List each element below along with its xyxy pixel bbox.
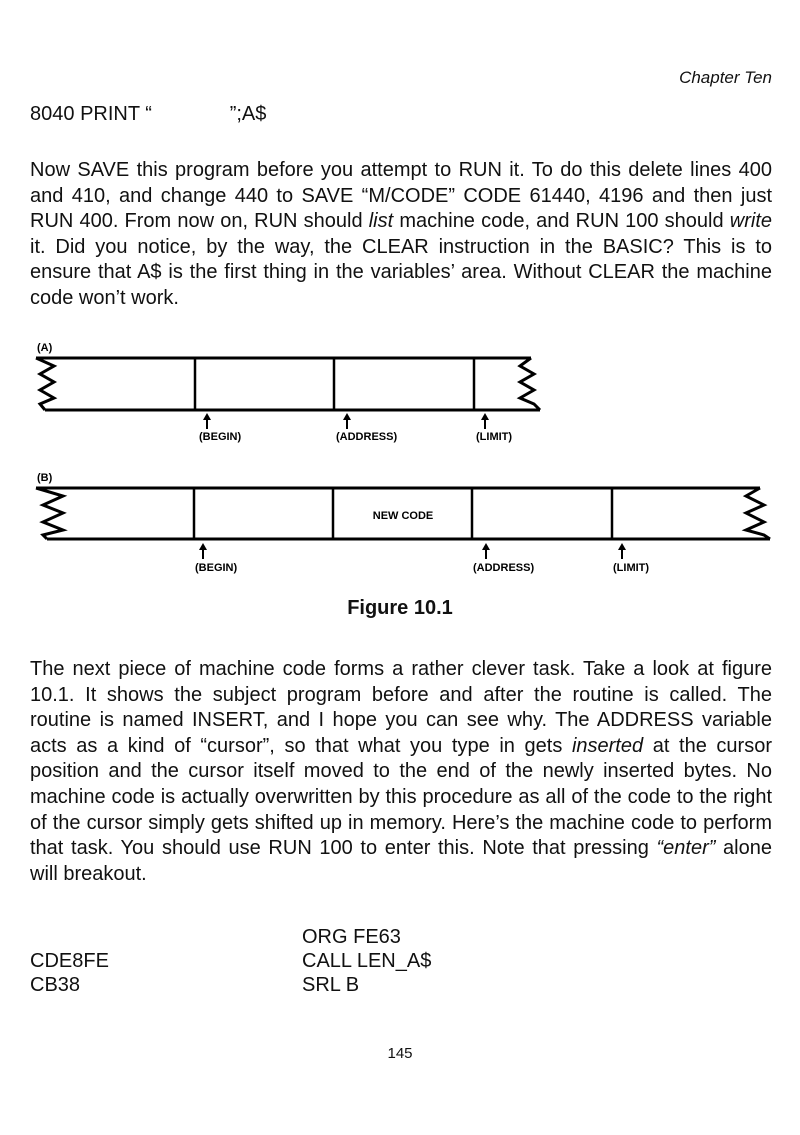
arrow-up-icon bbox=[481, 413, 489, 429]
text-segment: it. Did you notice, by the way, the CLEAR instruction in the BASIC? This is to ensure that A$ is the first thing in the variables’ area. Without CLEAR the machine code won’t work. bbox=[30, 235, 772, 309]
new-code-block-label: NEW CODE bbox=[372, 510, 434, 522]
arrow-up-icon bbox=[343, 413, 351, 429]
text-segment: Now SAVE this program before you attempt to RUN it. To do this delete lines 400 and 410, and change 440 to SAVE “M/CODE” CODE 61440, 4196 and then just RUN 400. From now on, RUN should bbox=[30, 159, 772, 233]
break-zigzag-icon bbox=[520, 358, 540, 410]
arrow-up-icon bbox=[203, 413, 211, 429]
pointer-begin-label: (BEGIN) bbox=[195, 562, 238, 574]
memory-diagram-figure bbox=[0, 340, 800, 590]
asm-mnemonic: SRL B bbox=[302, 974, 360, 996]
pointer-limit-label: (LIMIT) bbox=[613, 562, 650, 574]
text-segment: alone will breakout. bbox=[30, 837, 772, 885]
figure-caption: Figure 10.1 bbox=[347, 597, 453, 619]
diagram-b bbox=[36, 472, 770, 574]
break-zigzag-icon bbox=[746, 488, 770, 539]
paragraph-insert-routine bbox=[30, 657, 772, 887]
asm-hex: CDE8FE bbox=[30, 950, 109, 972]
arrow-up-icon bbox=[618, 543, 626, 559]
basic-statement: PRINT “ ”;A$ bbox=[80, 103, 267, 125]
arrow-up-icon bbox=[482, 543, 490, 559]
pointer-address-label: (ADDRESS) bbox=[473, 562, 535, 574]
pointer-address-label: (ADDRESS) bbox=[336, 431, 398, 443]
text-segment-italic: write bbox=[729, 210, 772, 233]
diagram-a-label: (A) bbox=[37, 342, 53, 354]
diagram-a bbox=[36, 342, 540, 443]
break-zigzag-icon bbox=[36, 358, 54, 410]
page-number: 145 bbox=[387, 1045, 413, 1062]
text-segment: The next piece of machine code forms a rather clever task. Take a look at figure 10.1. It shows the subject program before and after the routine is called. The routine is named INSERT, and I hope you can see why. The ADDRESS variable acts as a kind of “cursor”, so that what you type in gets bbox=[30, 658, 772, 757]
diagram-b-label: (B) bbox=[37, 472, 53, 484]
arrow-up-icon bbox=[199, 543, 207, 559]
text-segment-italic: “enter” bbox=[656, 837, 716, 860]
text-segment: machine code, and RUN 100 should bbox=[393, 210, 730, 233]
pointer-begin-label: (BEGIN) bbox=[199, 431, 242, 443]
asm-mnemonic: CALL LEN_A$ bbox=[302, 950, 432, 972]
basic-code-line bbox=[30, 103, 266, 126]
text-segment-italic: list bbox=[368, 210, 394, 233]
text-segment: at the cursor position and the cursor itself moved to the end of the newly inserted bytes. No machine code is actually overwritten by this procedure as all of the code to the right of the cursor simply gets shifted up in memory. Here’s the machine code to perform that task. You should use RUN 100 to enter this. Note that pressing bbox=[30, 734, 772, 860]
pointer-limit-label: (LIMIT) bbox=[476, 431, 513, 443]
line-number: 8040 bbox=[30, 103, 75, 125]
break-zigzag-icon bbox=[36, 488, 63, 539]
text-segment-italic: inserted bbox=[571, 734, 644, 757]
asm-hex: CB38 bbox=[30, 974, 81, 996]
paragraph-save-instructions bbox=[30, 158, 772, 312]
chapter-header: Chapter Ten bbox=[679, 68, 772, 87]
asm-mnemonic: ORG FE63 bbox=[302, 926, 401, 948]
